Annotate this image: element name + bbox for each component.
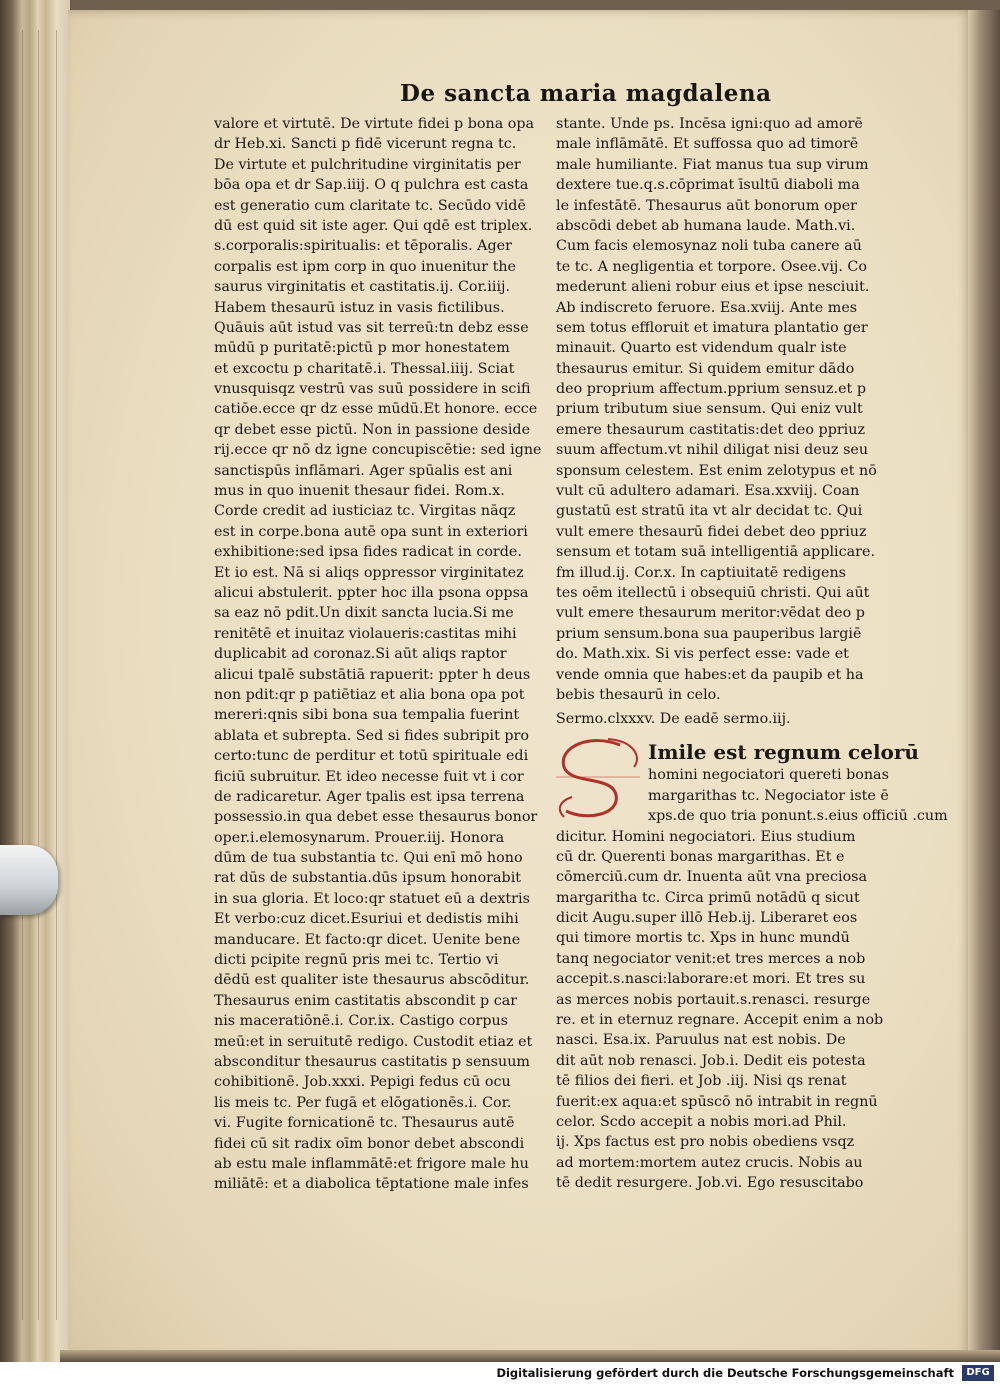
text-line: margarithas tc. Negociator iste ē bbox=[648, 787, 889, 804]
text-line: fidei cū sit radix oīm bonor debet abscondi bbox=[214, 1135, 525, 1152]
text-line: prium sensum.bona sua pauperibus largiē bbox=[556, 625, 862, 642]
text-line: mūdū p puritatē:pictū p mor honestatem bbox=[214, 340, 510, 357]
text-line: Et io est. Nā si aliqs oppressor virginitatez bbox=[214, 564, 524, 581]
text-line: abscōdi debet ab humana laude. Math.vi. bbox=[556, 217, 856, 234]
text-line: rat dūs de substantia.dūs ipsum honorabit bbox=[214, 870, 522, 887]
text-line: fm illud.ij. Cor.x. In captiuitatē redigens bbox=[556, 564, 846, 581]
text-line: qr debet esse pictū. Non in passione deside bbox=[214, 421, 531, 438]
text-line: vi. Fugite fornicationē tc. Thesaurus autē bbox=[214, 1115, 515, 1132]
page-bottom-shadow bbox=[60, 1350, 1000, 1362]
text-line: tanq negociator venit:et tres merces a nob bbox=[556, 950, 866, 967]
text-line: rij.ecce qr nō dz igne concupiscētie: sed igne bbox=[214, 442, 542, 459]
text-line: dūm de tua substantia tc. Qui enī mō hono bbox=[214, 850, 523, 867]
text-line: bebis thesaurū in celo. bbox=[556, 686, 721, 703]
text-line: sanctispūs inflāmari. Ager spūalis est ani bbox=[214, 462, 513, 479]
text-line: vult emere thesaurum meritor:vēdat deo p bbox=[556, 605, 865, 622]
page-edge-line bbox=[56, 30, 57, 1320]
text-line: oper.i.elemosynarum. Prouer.iij. Honora bbox=[214, 829, 505, 846]
text-line: mederunt alieni robur eius et ipse nesciuit. bbox=[556, 279, 870, 296]
text-line: possessio.in qua debet esse thesaurus bonor bbox=[214, 809, 538, 826]
text-line: duplicabit ad coronaz.Si aūt aliqs raptor bbox=[214, 646, 507, 663]
text-line: Habem thesaurū istuz in vasis fictilibus. bbox=[214, 299, 505, 316]
text-line: miliātē: et a diabolica tēptatione male infes bbox=[214, 1176, 529, 1193]
right-column-lines bbox=[556, 114, 886, 705]
text-line: ficiū subruitur. Et ideo necesse fuit vt i cor bbox=[214, 768, 524, 785]
text-line: alicui tpalē substātiā rapuerit: ppter h deus bbox=[214, 666, 531, 683]
text-line: cohibitionē. Job.xxxi. Pepigi fedus cū ocu bbox=[214, 1074, 511, 1091]
sermon-body bbox=[556, 739, 948, 1193]
text-line: as merces nobis portauit.s.renasci. resurge bbox=[556, 991, 871, 1008]
text-line: do. Math.xix. Si vis perfect esse: vade et bbox=[556, 646, 849, 663]
text-line: male inflāmātē. Et suffossa quo ad timorē bbox=[556, 136, 859, 153]
page-edge-line bbox=[38, 30, 39, 1320]
text-line: dit aūt nob renasci. Job.i. Dedit eis potesta bbox=[556, 1052, 866, 1069]
sermon-lines bbox=[556, 827, 886, 1194]
text-line: vult emere thesaurū fidei debet deo ppriuz bbox=[556, 523, 867, 540]
text-line: Cum facis elemosynaz noli tuba canere aū bbox=[556, 238, 862, 255]
text-line: ablata et subrepta. Sed si fides subripit pro bbox=[214, 727, 529, 744]
text-line: et excoctu p charitatē.i. Thessal.iiij. Sciat bbox=[214, 360, 515, 377]
text-line: saurus virginitatis et castitatis.ij. Cor.iiij. bbox=[214, 279, 510, 296]
text-line: fuerit:ex aqua:et spūscō nō intrabit in regnū bbox=[556, 1093, 878, 1110]
sermon-first-line: Imile est regnum celorū bbox=[648, 740, 919, 765]
text-line: homini negociatori quereti bonas bbox=[648, 767, 889, 784]
text-line: corpalis est ipm corp in quo inuenitur the bbox=[214, 258, 517, 275]
text-line: mus in quo inuenit thesaur fidei. Rom.x. bbox=[214, 483, 505, 500]
text-line: dū est quid sit iste ager. Qui qdē est triplex. bbox=[214, 217, 533, 234]
text-line: Quāuis aūt istud vas sit terreū:tn debz esse bbox=[214, 319, 529, 336]
text-line: Thesaurus enim castitatis abscondit p car bbox=[214, 992, 518, 1009]
text-line: Et verbo:cuz dicet.Esuriui et dedistis mihi bbox=[214, 911, 519, 928]
text-line: ad mortem:mortem autez crucis. Nobis au bbox=[556, 1154, 863, 1171]
text-line: dēdū est qualiter iste thesaurus abscōditur. bbox=[214, 972, 530, 989]
text-line: exhibitione:sed ipsa fides radicat in corde. bbox=[214, 544, 522, 561]
text-line: te tc. A negligentia et torpore. Osee.vij. Co bbox=[556, 258, 867, 275]
running-title bbox=[400, 80, 772, 107]
left-column bbox=[214, 114, 544, 1195]
text-line: nis maceratiōnē.i. Cor.ix. Castigo corpus bbox=[214, 1013, 509, 1030]
text-line: de radicaretur. Ager tpalis est ipsa terrena bbox=[214, 788, 525, 805]
text-line: dr Heb.xi. Sancti p fidē vicerunt regna tc. bbox=[214, 136, 517, 153]
book-block-edge bbox=[0, 0, 70, 1362]
text-line: ab estu male inflammātē:et frigore male hu bbox=[214, 1155, 529, 1172]
text-line: margaritha tc. Circa primū notādū q sicut bbox=[556, 889, 860, 906]
text-line: prium tributum siue sensum. Qui eniz vult bbox=[556, 401, 863, 418]
text-line: tes oēm itellectū i obsequiū christi. Qui aūt bbox=[556, 584, 870, 601]
text-line: catiōe.ecce qr dz esse mūdū.Et honore. ecce bbox=[214, 401, 538, 418]
text-line: minauit. Quarto est videndum qualr iste bbox=[556, 340, 847, 357]
text-line: in sua gloria. Et loco:qr statuet eū a dextris bbox=[214, 890, 530, 907]
text-line: sa eaz nō pdit.Un dixit sancta lucia.Si me bbox=[214, 605, 514, 622]
text-line: gustatū est stratū ita vt alr decidat tc. Qui bbox=[556, 503, 863, 520]
text-line: non pdit:qr p patiētiaz et alia bona opa pot bbox=[214, 686, 525, 703]
text-line: bōa opa et dr Sap.iiij. O q pulchra est casta bbox=[214, 177, 529, 194]
text-line: vnusquisqz vestrū vas suū possidere in scifi bbox=[214, 381, 531, 398]
text-line: mereri:qnis sibi bona sua tempalia fuerint bbox=[214, 707, 520, 724]
text-line: cū dr. Querenti bonas margarithas. Et e bbox=[556, 848, 845, 865]
text-line: nasci. Esa.ix. Paruulus nat est nobis. De bbox=[556, 1032, 846, 1049]
text-line: absconditur thesaurus castitatis p sensuum bbox=[214, 1053, 530, 1070]
text-line: s.corporalis:spiritualis: et tēporalis. Ager bbox=[214, 238, 512, 255]
right-column bbox=[556, 114, 948, 1194]
text-line: ij. Xps factus est pro nobis obediens vsqz bbox=[556, 1134, 855, 1151]
text-line: stante. Unde ps. Incēsa igni:quo ad amorē bbox=[556, 116, 863, 132]
running-title-text: De sancta maria magdalena bbox=[400, 80, 772, 107]
text-line: Ab indiscreto feruore. Esa.xviij. Ante mes bbox=[556, 299, 858, 316]
digitization-footer bbox=[0, 1362, 1000, 1386]
text-line: renitētē et inuitaz violaueris:castitas mihi bbox=[214, 625, 517, 642]
footer-credit: Digitalisierung gefördert durch die Deutsche Forschungsgemeinschaft bbox=[496, 1366, 954, 1380]
text-line: le infestātē. Thesaurus aūt bonorum oper bbox=[556, 197, 858, 214]
text-line: manducare. Et facto:qr dicet. Uenite bene bbox=[214, 931, 521, 948]
text-line: sem totus effloruit et imatura plantatio ger bbox=[556, 319, 868, 336]
text-line: lis meis tc. Per fugā et elōgationēs.i. Cor. bbox=[214, 1094, 512, 1111]
text-line: accepit.s.nasci:laborare:et mori. Et tres su bbox=[556, 971, 866, 988]
text-line: dicitur. Homini negociatori. Eius studium bbox=[556, 828, 856, 845]
text-line: est in corpe.bona autē opa sunt in exteriori bbox=[214, 523, 528, 540]
text-line: sensum et totam suā intelligentiā applicare. bbox=[556, 544, 875, 561]
dfg-logo: DFG bbox=[962, 1365, 994, 1381]
text-line: alicui abstulerit. ppter hoc illa psona oppsa bbox=[214, 584, 529, 601]
text-line: tē filios dei fieri. et Job .iij. Nisi qs renat bbox=[556, 1073, 847, 1090]
text-line: re. et in eternuz regnare. Accepit enim a nob bbox=[556, 1012, 884, 1029]
text-line: qui timore mortis tc. Xps in hunc mundū bbox=[556, 930, 850, 947]
page-right-shadow bbox=[968, 10, 1000, 1358]
text-line: sponsum celestem. Est enim zelotypus et nō bbox=[556, 462, 877, 479]
text-line: vende omnia que habes:et da paupib et ha bbox=[556, 666, 864, 683]
text-line: xps.de quo tria ponunt.s.eius officiū .cum bbox=[648, 808, 948, 825]
text-line: meū:et in seruitutē redigo. Custodit etiaz et bbox=[214, 1033, 533, 1050]
text-line: valore et virtutē. De virtute fidei p bona opa bbox=[214, 116, 535, 132]
text-line: Corde credit ad iusticiaz tc. Virgitas nāqz bbox=[214, 503, 516, 520]
text-line: male humiliante. Fiat manus tua sup virum bbox=[556, 156, 869, 173]
text-line: est generatio cum claritate tc. Secūdo vidē bbox=[214, 197, 526, 214]
text-line: celor. Scdo accepit a nobis mori.ad Phil. bbox=[556, 1113, 847, 1130]
page-edge-line bbox=[22, 30, 23, 1320]
text-line: suum affectum.vt nihil diligat nisi deuz seu bbox=[556, 442, 869, 459]
text-line: emere thesaurum castitatis:det deo ppriuz bbox=[556, 421, 865, 438]
text-line: dicti pcipite regnū pris mei tc. Tertio vi bbox=[214, 952, 499, 969]
sermon-heading: Sermo.clxxxv. De eadē sermo.iij. bbox=[556, 711, 791, 728]
text-line: thesaurus emitur. Si quidem emitur dādo bbox=[556, 360, 855, 377]
text-line: certo:tunc de perditur et totū spirituale edi bbox=[214, 748, 529, 765]
text-line: dicit Augu.super illō Heb.ij. Liberaret eos bbox=[556, 910, 858, 927]
text-line: vult cū adultero adamari. Esa.xxviij. Coan bbox=[556, 483, 860, 500]
text-line: De virtute et pulchritudine virginitatis per bbox=[214, 156, 521, 173]
red-initial-letter bbox=[550, 737, 646, 821]
text-line: tē dedit resurgere. Job.vi. Ego resuscitabo bbox=[556, 1175, 864, 1192]
page-holder-clip bbox=[0, 845, 58, 915]
text-line: dextere tue.q.s.cōprimat īsultū diaboli ma bbox=[556, 177, 860, 194]
text-line: deo proprium affectum.pprium sensuz.et p bbox=[556, 381, 866, 398]
text-line: cōmerciū.cum dr. Inuenta aūt vna preciosa bbox=[556, 869, 868, 886]
